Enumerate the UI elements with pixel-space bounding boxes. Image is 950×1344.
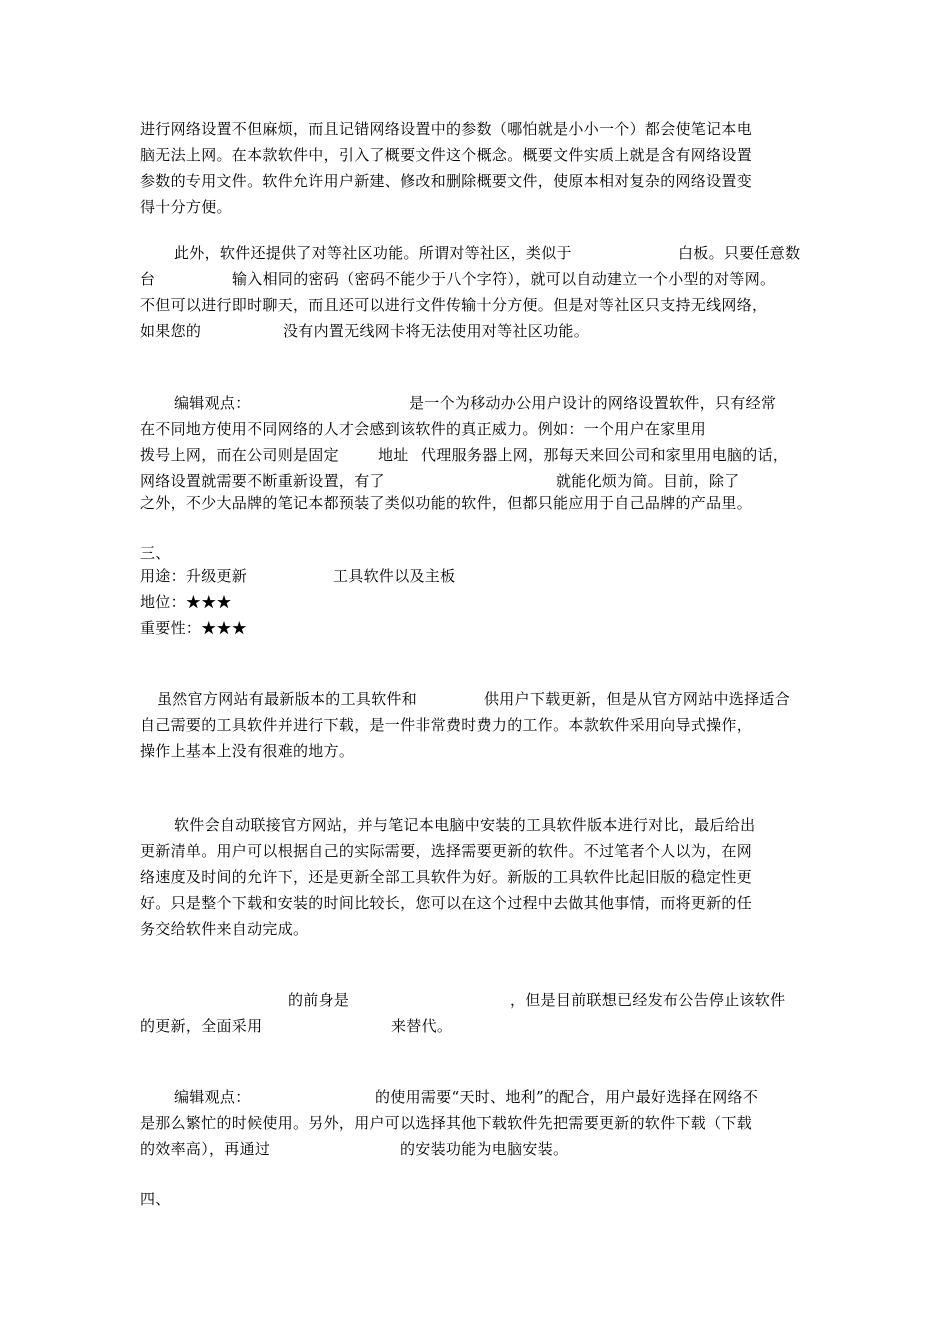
line-text: 得十分方便。 xyxy=(140,198,232,216)
line-text: 操作上基本上没有很难的地方。 xyxy=(140,742,355,760)
line-text: 好。只是整个下载和安装的时间比较长，您可以在这个过程中去做其他事情，而将更新的任 xyxy=(140,894,753,912)
line-text: 重要性：★★★ xyxy=(140,619,248,637)
line-text: 如果您的 xyxy=(140,322,202,340)
text-line xyxy=(174,1087,251,1107)
text-line xyxy=(174,815,812,835)
line-text: 参数的专用文件。软件允许用户新建、修改和删除概要文件，使原本相对复杂的网络设置变 xyxy=(140,172,753,190)
line-text: 自己需要的工具软件并进行下载，是一件非常费时费力的工作。本款软件采用向导式操作， xyxy=(140,716,753,734)
heading-text: 三、 xyxy=(140,544,171,562)
line-text: 工具软件以及主板 xyxy=(333,567,456,585)
text-line xyxy=(140,493,752,513)
line-text: 供用户下载更新，但是从官方网站中选择适合 xyxy=(484,690,791,708)
line-text: 务交给软件来自动完成。 xyxy=(140,920,309,938)
text-line xyxy=(140,321,201,341)
text-line xyxy=(510,990,785,1010)
line-text: 没有内置无线网卡将无法使用对等社区功能。 xyxy=(283,322,590,340)
text-line xyxy=(140,741,354,761)
text-line xyxy=(140,145,812,165)
text-line xyxy=(556,471,740,491)
text-line xyxy=(157,689,417,709)
text-line xyxy=(140,1016,262,1036)
text-line xyxy=(174,393,251,413)
line-text: 就能化烦为简。目前，除了 xyxy=(556,472,740,490)
status-line xyxy=(140,592,232,612)
line-text: 编辑观点： xyxy=(174,394,251,412)
line-text: 的使用需要“天时、地利”的配合，用户最好选择在网络不 xyxy=(375,1088,759,1106)
text-line xyxy=(140,471,385,491)
heading-text: 四、 xyxy=(140,1190,171,1208)
text-line xyxy=(140,269,155,289)
line-text: 进行网络设置不但麻烦，而且记错网络设置中的参数（哪怕就是小小一个）都会使笔记本电 xyxy=(140,120,753,138)
text-line xyxy=(409,393,776,413)
line-text: 更新清单。用户可以根据自己的实际需要，选择需要更新的软件。不过笔者个人以为，在网 xyxy=(140,842,753,860)
section-heading xyxy=(140,1189,171,1209)
line-text: 之外，不少大品牌的笔记本都预装了类似功能的软件，但都只能应用于自己品牌的产品里。 xyxy=(140,494,753,512)
text-line xyxy=(140,893,812,913)
text-line xyxy=(140,841,812,861)
line-text: 络速度及时间的允许下，还是更新全部工具软件为好。新版的工具软件比起旧版的稳定性更 xyxy=(140,868,753,886)
line-text: ，但是目前联想已经发布公告停止该软件 xyxy=(510,991,786,1009)
line-text: 的效率高），再通过 xyxy=(140,1140,271,1158)
text-line xyxy=(140,445,339,465)
line-text: 地位：★★★ xyxy=(140,593,232,611)
line-text: 脑无法上网。在本款软件中，引入了概要文件这个概念。概要文件实质上就是含有网络设置 xyxy=(140,146,753,164)
text-line xyxy=(140,295,767,315)
text-line xyxy=(375,1087,758,1107)
text-line xyxy=(140,419,706,439)
text-line xyxy=(232,269,775,289)
text-line xyxy=(678,243,800,263)
text-line xyxy=(140,119,812,139)
line-text: 在不同地方使用不同网络的人才会感到该软件的真正威力。例如：一个用户在家里用 xyxy=(140,420,707,438)
line-text: 白板。只要任意数 xyxy=(678,244,801,262)
line-text: 是那么繁忙的时候使用。另外，用户可以选择其他下载软件先把需要更新的软件下载（下载 xyxy=(140,1114,753,1132)
text-line xyxy=(288,990,349,1010)
text-line xyxy=(140,919,308,939)
line-text: 台 xyxy=(140,270,156,288)
line-text: 输入相同的密码（密码不能少于八个字符），就可以自动建立一个小型的对等网。 xyxy=(232,270,776,288)
line-text: 是一个为移动办公用户设计的网络设置软件，只有经常 xyxy=(409,394,777,412)
line-text: 的前身是 xyxy=(288,991,350,1009)
line-text: 拨号上网，而在公司则是固定 xyxy=(140,446,339,464)
usage-line-rest xyxy=(333,566,455,586)
text-line xyxy=(174,243,572,263)
text-line xyxy=(421,445,788,465)
line-text: 虽然官方网站有最新版本的工具软件和 xyxy=(157,690,418,708)
line-text: 来替代。 xyxy=(391,1017,453,1035)
section-heading xyxy=(140,543,171,563)
line-text: 代理服务器上网，那每天来回公司和家里用电脑的话， xyxy=(421,446,789,464)
line-text: 编辑观点： xyxy=(174,1088,251,1106)
text-line xyxy=(140,171,812,191)
line-text: 的安装功能为电脑安装。 xyxy=(400,1140,569,1158)
text-line xyxy=(140,197,232,217)
text-line xyxy=(140,1113,752,1133)
importance-line xyxy=(140,618,247,638)
text-line xyxy=(140,1139,270,1159)
text-line xyxy=(378,445,409,465)
usage-line xyxy=(140,566,247,586)
line-text: 网络设置就需要不断重新设置，有了 xyxy=(140,472,385,490)
line-text: 用途：升级更新 xyxy=(140,567,248,585)
text-line xyxy=(283,321,589,341)
text-line xyxy=(400,1139,568,1159)
line-text: 软件会自动联接官方网站，并与笔记本电脑中安装的工具软件版本进行对比，最后给出 xyxy=(174,816,756,834)
line-text: 此外，软件还提供了对等社区功能。所谓对等社区，类似于 xyxy=(174,244,572,262)
text-line xyxy=(484,689,790,709)
line-text: 地址 xyxy=(378,446,409,464)
line-text: 不但可以进行即时聊天，而且还可以进行文件传输十分方便。但是对等社区只支持无线网络， xyxy=(140,296,768,314)
text-line xyxy=(391,1016,452,1036)
text-line xyxy=(140,867,812,887)
text-line xyxy=(140,715,752,735)
line-text: 的更新，全面采用 xyxy=(140,1017,263,1035)
